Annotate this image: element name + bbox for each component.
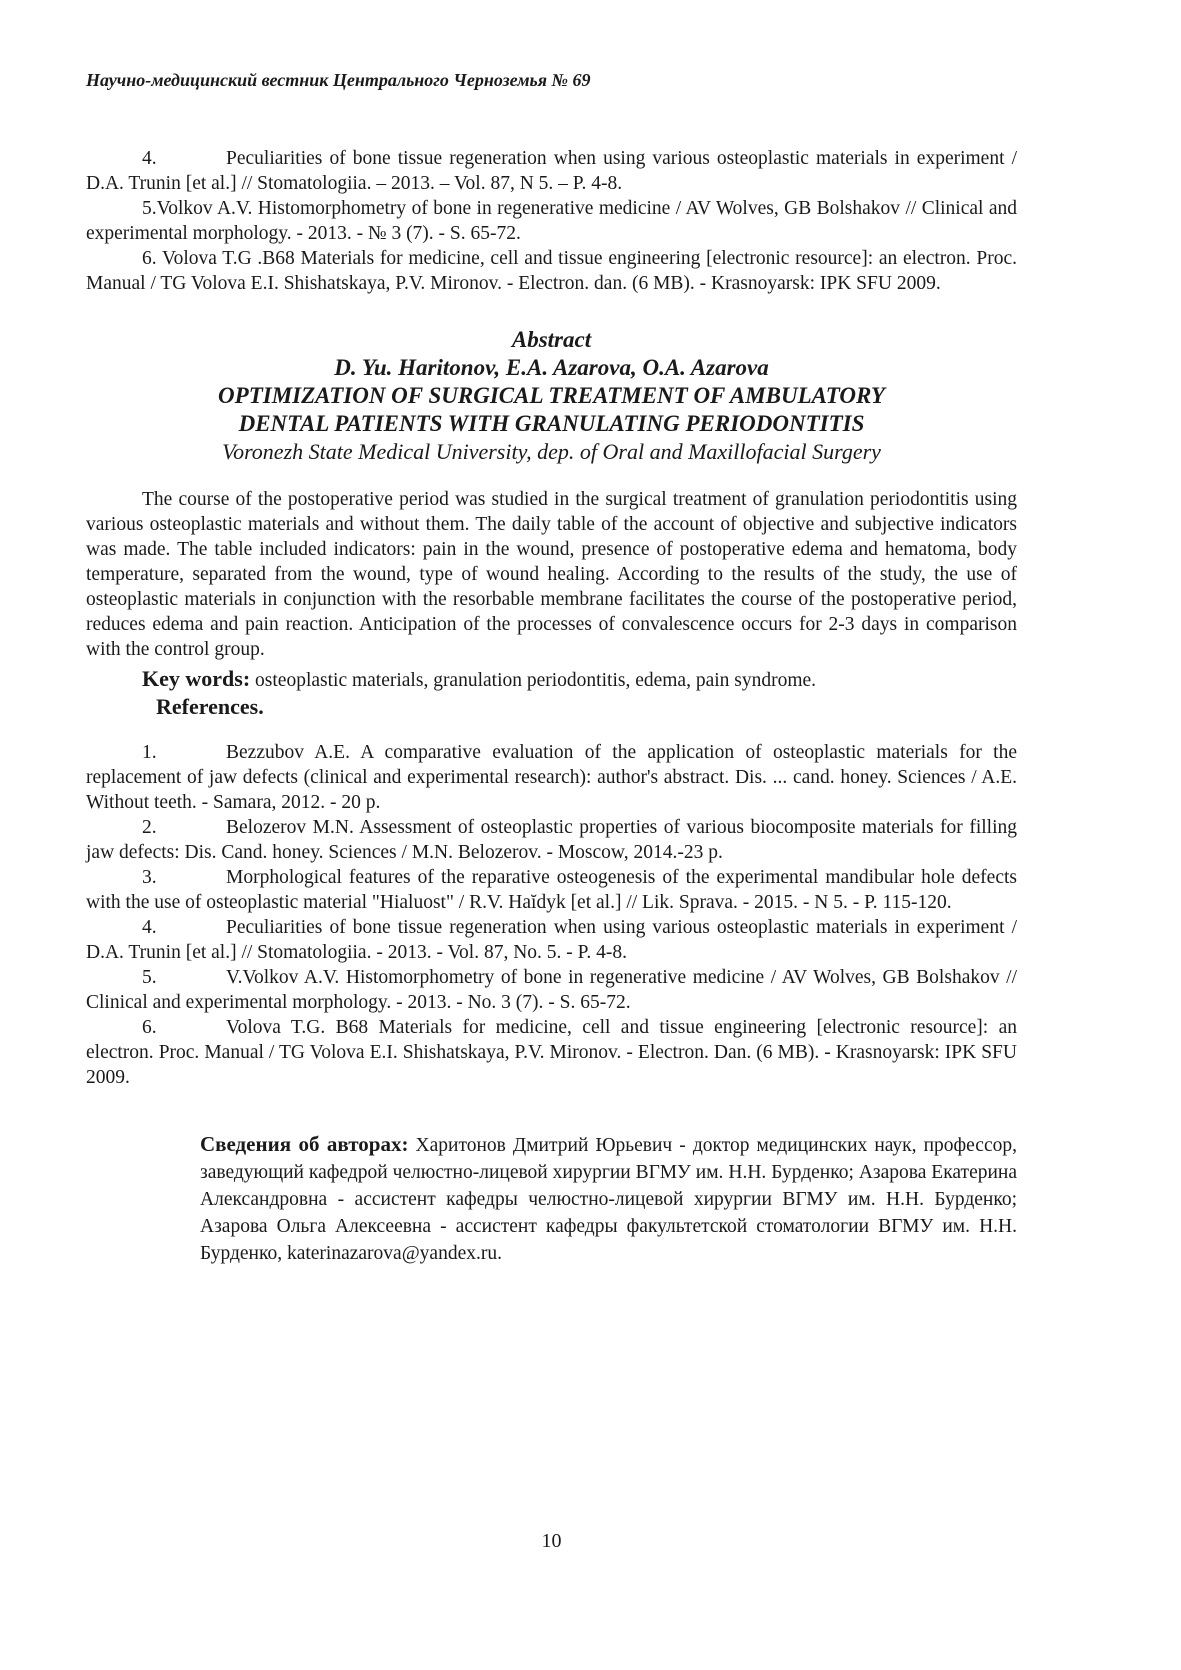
reference-number: 3. <box>142 867 157 888</box>
reference-item <box>86 965 1017 1015</box>
reference-number: 4. <box>142 148 157 169</box>
abstract-title-line-2: DENTAL PATIENTS WITH GRANULATING PERIODONTITIS <box>238 411 865 436</box>
reference-text: 6. Volova T.G .B68 Materials for medicine, cell and tissue engineering [electronic resource]: an electron. Proc. Manual / TG Volova E.I. Shishatskaya, P.V. Mironov. - Electron. dan. (6 MB). - Krasnoyarsk: IPK SFU 2009. <box>86 248 1017 294</box>
authors-info-label: Сведения об авторах: <box>200 1132 409 1156</box>
reference-number: 5. <box>142 967 157 988</box>
references-heading: References. <box>156 694 264 719</box>
reference-text: Belozerov M.N. Assessment of osteoplastic properties of various biocomposite materials for filling jaw defects: Dis. Cand. honey. Sciences / M.N. Belozerov. - Moscow, 2014.-23 p. <box>86 817 1017 863</box>
authors-info-text: Харитонов Дмитрий Юрьевич - доктор медицинских наук, профессор, заведующий кафедрой челюстно-лицевой хирургии ВГМУ им. Н.Н. Бурденко; Азарова Екатерина Александровна - ассистент кафедры челюстно-лицевой хирургии ВГМУ им. Н.Н. Бурденко; Азарова Ольга Алексеевна - ассистент кафедры факультетской стоматологии ВГМУ им. Н.Н. Бурденко, katerinazarova@yandex.ru. <box>200 1135 1017 1264</box>
reference-text: Peculiarities of bone tissue regeneration when using various osteoplastic materials in experiment / D.A. Trunin [et al.] // Stomatologiia. – 2013. – Vol. 87, N 5. – P. 4-8. <box>86 148 1017 194</box>
running-head: Научно-медицинский вестник Центрального Черноземья № 69 <box>86 70 591 90</box>
authors-info <box>200 1131 1017 1267</box>
reference-item <box>86 246 1017 296</box>
reference-text: Volova T.G. B68 Materials for medicine, cell and tissue engineering [electronic resource]: an electron. Proc. Manual / TG Volova E.I. Shishatskaya, P.V. Mironov. - Electron. Dan. (6 MB). - Krasnoyarsk: IPK SFU 2009. <box>86 1017 1017 1088</box>
reference-text: Morphological features of the reparative osteogenesis of the experimental mandibular hole defects with the use of osteoplastic material "Hialuost" / R.V. Haĭdyk [et al.] // Lik. Sprava. - 2015. - N 5. - P. 115-120. <box>86 867 1017 913</box>
reference-item <box>86 865 1017 915</box>
reference-text: Bezzubov A.E. A comparative evaluation of the application of osteoplastic materials for the replacement of jaw defects (clinical and experimental research): author's abstract. Dis. ... cand. honey. Sciences / A.E. Without teeth. - Samara, 2012. - 20 p. <box>86 742 1017 813</box>
reference-item <box>86 146 1017 196</box>
keywords-label: Key words: <box>142 666 251 691</box>
abstract-authors: D. Yu. Haritonov, E.A. Azarova, O.A. Azarova <box>334 355 769 380</box>
reference-item <box>86 815 1017 865</box>
abstract-header <box>86 326 1017 466</box>
reference-number: 6. <box>142 1017 157 1038</box>
abstract-affiliation: Voronezh State Medical University, dep. of Oral and Maxillofacial Surgery <box>222 439 881 464</box>
reference-number: 2. <box>142 817 157 838</box>
continued-references <box>86 146 1017 296</box>
reference-item <box>86 1015 1017 1090</box>
references-list <box>86 740 1017 1090</box>
page-number: 10 <box>541 1530 562 1552</box>
reference-item <box>86 196 1017 246</box>
reference-item <box>86 915 1017 965</box>
keywords-text: osteoplastic materials, granulation periodontitis, edema, pain syndrome. <box>250 670 817 691</box>
keywords <box>142 666 816 693</box>
reference-text: Peculiarities of bone tissue regeneration when using various osteoplastic materials in experiment / D.A. Trunin [et al.] // Stomatologiia. - 2013. - Vol. 87, No. 5. - P. 4-8. <box>86 917 1017 963</box>
abstract-body <box>86 487 1017 662</box>
abstract-title-line-1: OPTIMIZATION OF SURGICAL TREATMENT OF AMBULATORY <box>218 383 885 408</box>
reference-number: 4. <box>142 917 157 938</box>
abstract-paragraph: The course of the postoperative period was studied in the surgical treatment of granulation periodontitis using various osteoplastic materials and without them. The daily table of the account of objective and subjective indicators was made. The table included indicators: pain in the wound, presence of postoperative edema and hematoma, body temperature, separated from the wound, type of wound healing. According to the results of the study, the use of osteoplastic materials in conjunction with the resorbable membrane facilitates the course of the postoperative period, reduces edema and pain reaction. Anticipation of the processes of convalescence occurs for 2-3 days in comparison with the control group. <box>86 489 1017 660</box>
reference-text: 5.Volkov A.V. Histomorphometry of bone in regenerative medicine / AV Wolves, GB Bolshakov // Clinical and experimental morphology. - 2013. - № 3 (7). - S. 65-72. <box>86 198 1017 244</box>
reference-number: 1. <box>142 742 157 763</box>
reference-text: V.Volkov A.V. Histomorphometry of bone in regenerative medicine / AV Wolves, GB Bolshakov // Clinical and experimental morphology. - 2013. - No. 3 (7). - S. 65-72. <box>86 967 1017 1013</box>
reference-item <box>86 740 1017 815</box>
abstract-heading: Abstract <box>511 327 592 352</box>
